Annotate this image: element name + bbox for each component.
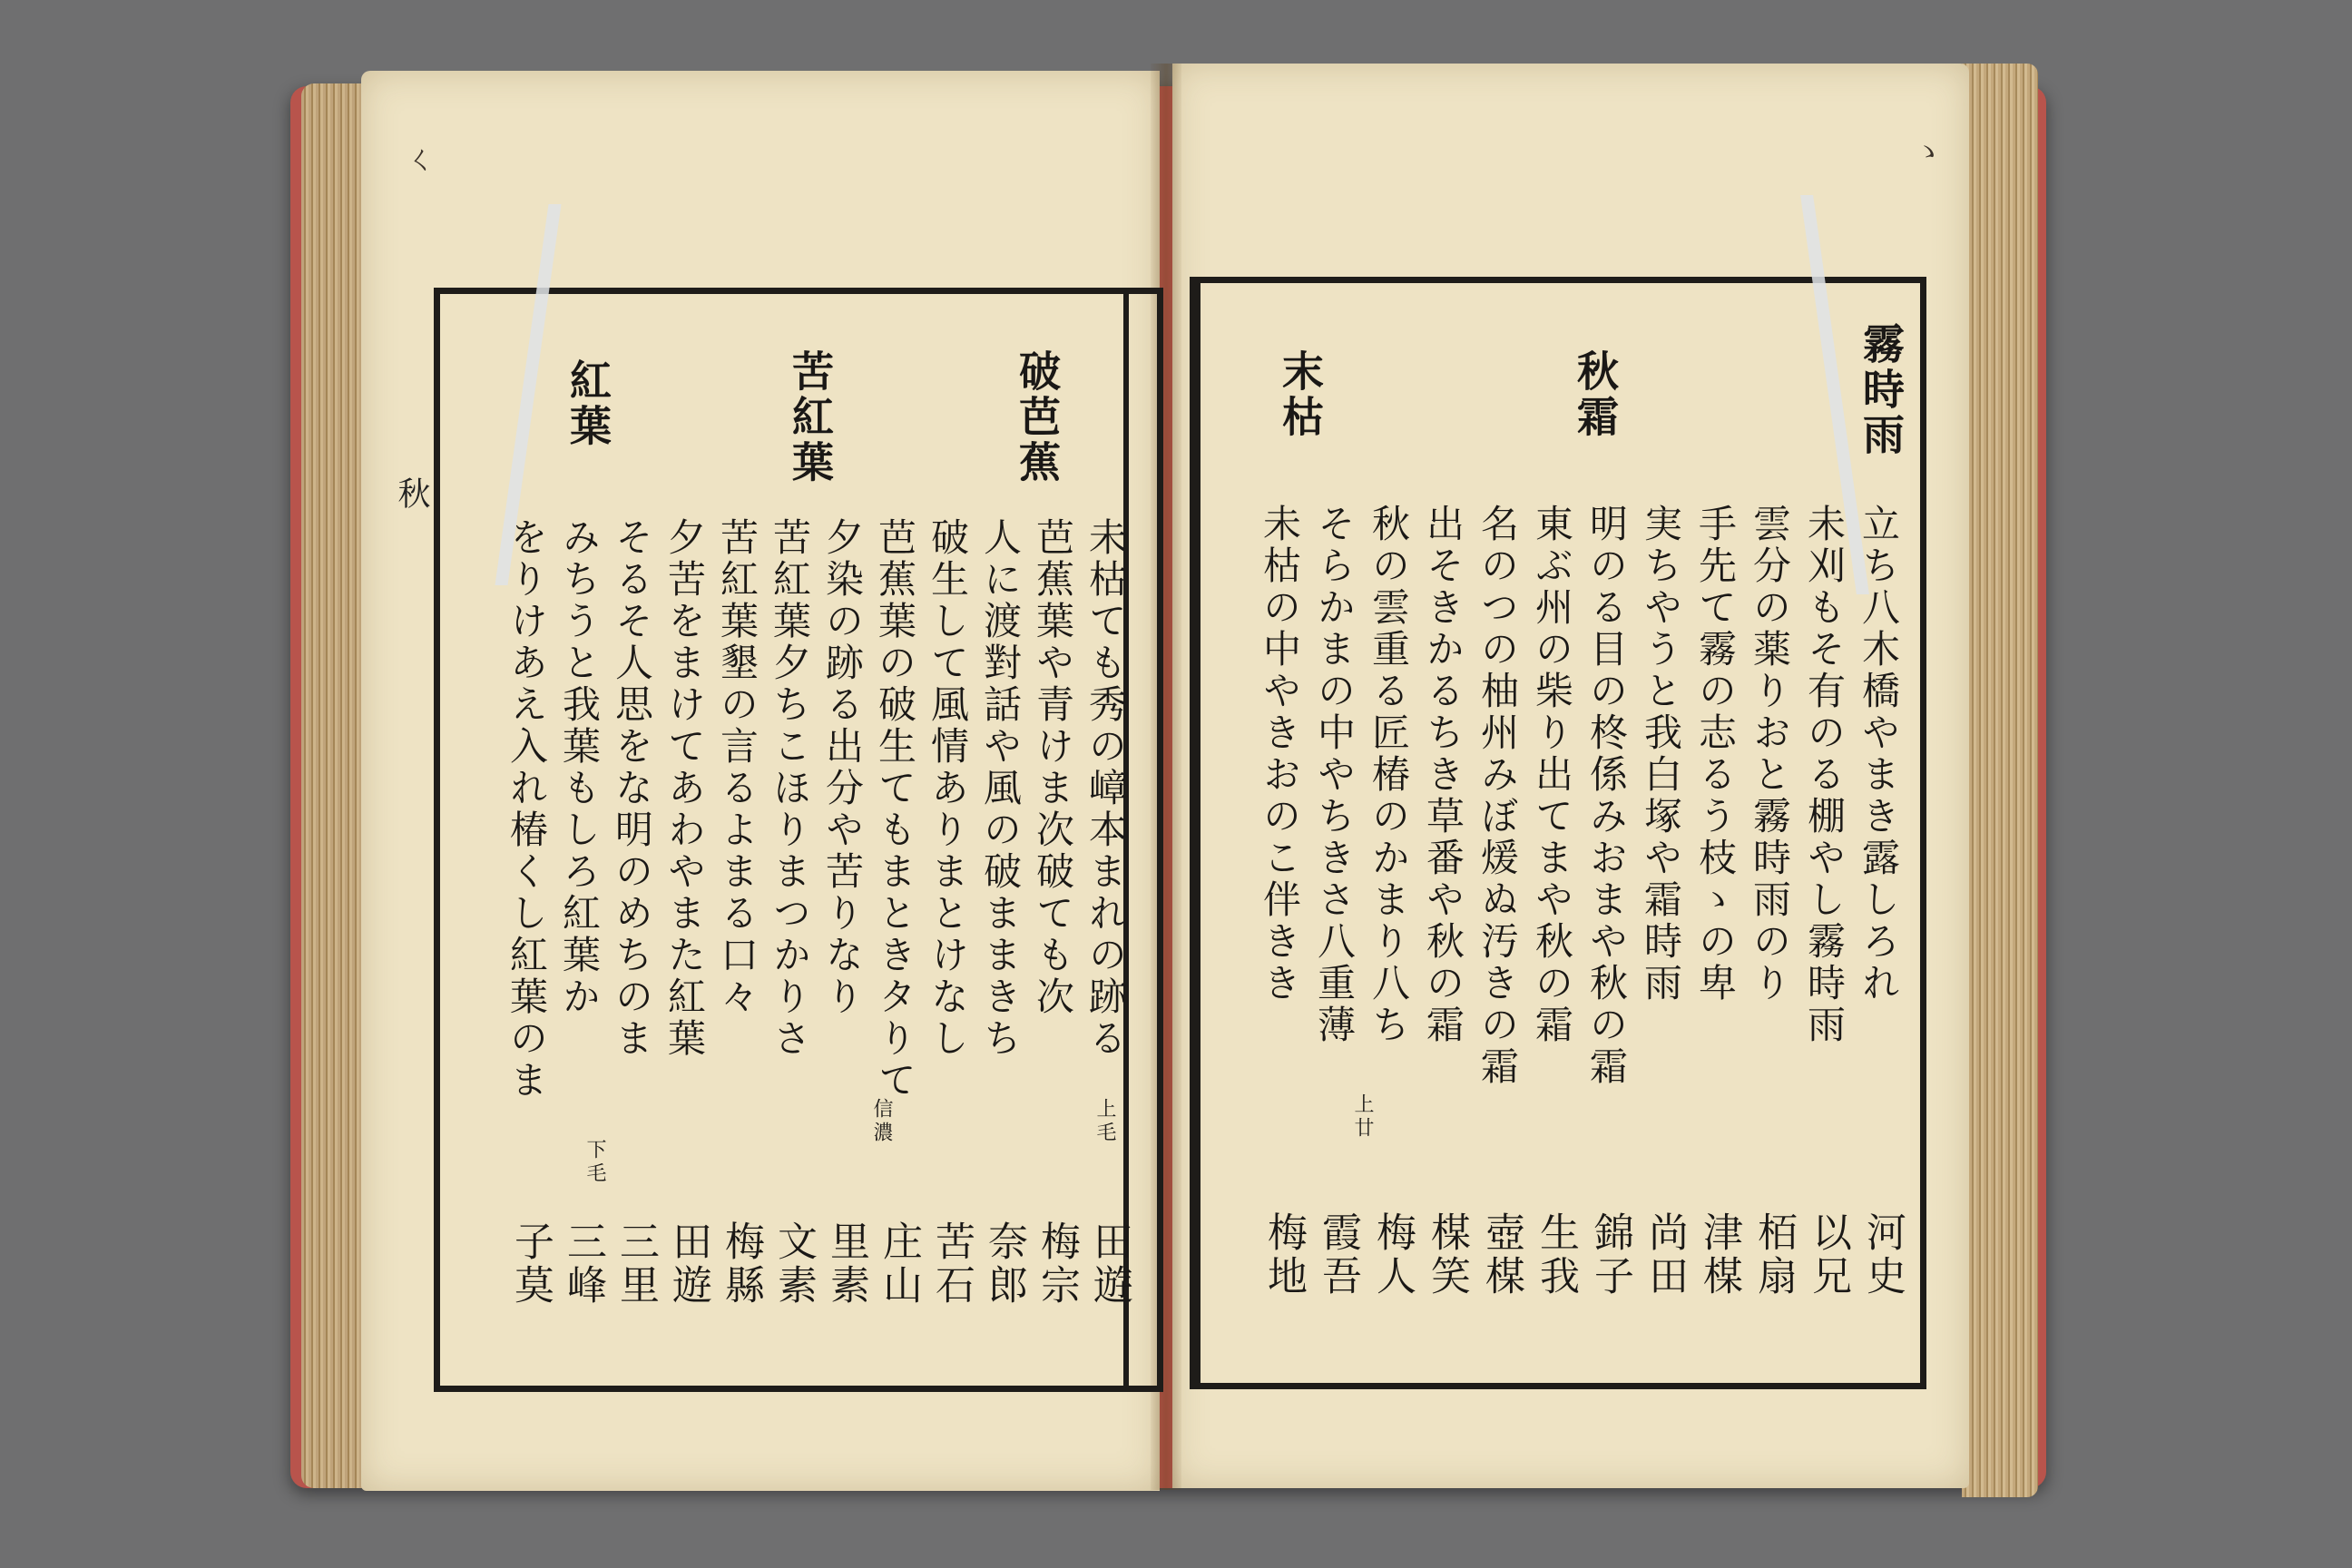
verse-line: 未枯の中やきおのこ伴きき <box>1258 504 1302 1004</box>
verse-line: そらかまの中やちきさ八重薄 <box>1312 504 1357 1046</box>
author-name: 田遊 <box>1086 1220 1132 1308</box>
verse-line: 立ち八木橋やまき露しろれ <box>1857 504 1901 1004</box>
section-title: 破芭蕉 <box>1013 349 1062 485</box>
verse-line: 芭蕉葉の破生てもまときタりて <box>873 517 917 1102</box>
author-name: 以兄 <box>1805 1211 1851 1298</box>
province-mark: 上廿 <box>1351 1093 1374 1141</box>
author-name: 尚田 <box>1642 1211 1688 1298</box>
corner-mark-left: ㄑ <box>406 142 436 178</box>
corner-mark-right: ゝ <box>1913 134 1944 171</box>
author-name: 文素 <box>770 1220 817 1308</box>
verse-line: 明のる目の柊係みおまや秋の霜 <box>1584 504 1629 1088</box>
author-name: 津楳 <box>1696 1211 1742 1298</box>
author-name: 錦子 <box>1587 1211 1633 1298</box>
verse-line: 出そきかるちき草番や秋の霜 <box>1421 504 1465 1046</box>
verse-line: 芭蕉葉や青けま次破ても次 <box>1031 517 1075 1018</box>
author-name: 三峰 <box>560 1220 606 1308</box>
author-name: 田遊 <box>665 1220 711 1308</box>
verse-line: 未刈もそ有のる棚やし霧時雨 <box>1802 504 1847 1046</box>
province-mark: 上毛 <box>1093 1098 1116 1145</box>
author-name: 奈郎 <box>981 1220 1027 1308</box>
verse-line: 名のつの柚州みぼ煖ぬ汚きの霜 <box>1475 504 1520 1088</box>
page-edges-left <box>301 83 367 1488</box>
page-edges-right <box>1962 64 2038 1497</box>
section-title: 苦紅葉 <box>786 349 835 485</box>
section-title: 末枯 <box>1276 349 1325 440</box>
section-title: 紅葉 <box>564 358 612 449</box>
verse-line: 手先て霧の志るう枝ゝの卑 <box>1693 504 1738 1004</box>
verse-line: 東ぶ州の柴り出てまや秋の霜 <box>1530 504 1574 1046</box>
author-name: 梅人 <box>1369 1211 1416 1298</box>
left-edge-label: 秋 <box>393 476 430 513</box>
right-frame-divider <box>1195 277 1200 1388</box>
section-title: 秋霜 <box>1571 349 1620 440</box>
verse-line: 夕染の跡る出分や苦りなり <box>820 517 865 1018</box>
verse-line: 秋の雲重る匠椿のかまり八ち <box>1367 504 1411 1046</box>
verse-line: そるそ人思をな明のめちのま <box>610 517 654 1060</box>
verse-line: をりけあえ入れ椿くし紅葉のま <box>505 517 549 1102</box>
author-name: 生我 <box>1533 1211 1579 1298</box>
author-name: 壺楳 <box>1478 1211 1524 1298</box>
verse-line: 雲分の薬りおと霧時雨のり <box>1748 504 1792 1004</box>
author-name: 梅宗 <box>1034 1220 1080 1308</box>
verse-line: 実ちやうと我白塚や霜時雨 <box>1639 504 1683 1004</box>
verse-line: 人に渡對話や風の破ままきち <box>978 517 1023 1060</box>
author-name: 河史 <box>1859 1211 1906 1298</box>
author-name: 霞吾 <box>1315 1211 1361 1298</box>
verse-line: 未枯ても秀の嶂本まれの跡る <box>1083 517 1128 1060</box>
author-name: 三里 <box>612 1220 659 1308</box>
author-name: 梅縣 <box>718 1220 764 1308</box>
author-name: 栢扇 <box>1750 1211 1797 1298</box>
author-name: 梅地 <box>1260 1211 1307 1298</box>
verse-line: 夕苦をまけてあわやまた紅葉 <box>662 517 707 1060</box>
author-name: 苦石 <box>928 1220 975 1308</box>
province-mark: 信濃 <box>870 1098 893 1145</box>
verse-line: 破生して風情ありまとけなし <box>926 517 970 1060</box>
province-mark: 下毛 <box>583 1139 606 1186</box>
verse-line: 苦紅葉墾の言るよまる口々 <box>715 517 760 1018</box>
author-name: 子莫 <box>507 1220 554 1308</box>
author-name: 庄山 <box>876 1220 922 1308</box>
verse-line: 苦紅葉夕ちこほりまつかりさ <box>768 517 812 1060</box>
verse-line: みちうと我葉もしろ紅葉か <box>557 517 602 1018</box>
author-name: 楳笑 <box>1424 1211 1470 1298</box>
section-title: 霧時雨 <box>1857 322 1906 458</box>
author-name: 里素 <box>823 1220 869 1308</box>
